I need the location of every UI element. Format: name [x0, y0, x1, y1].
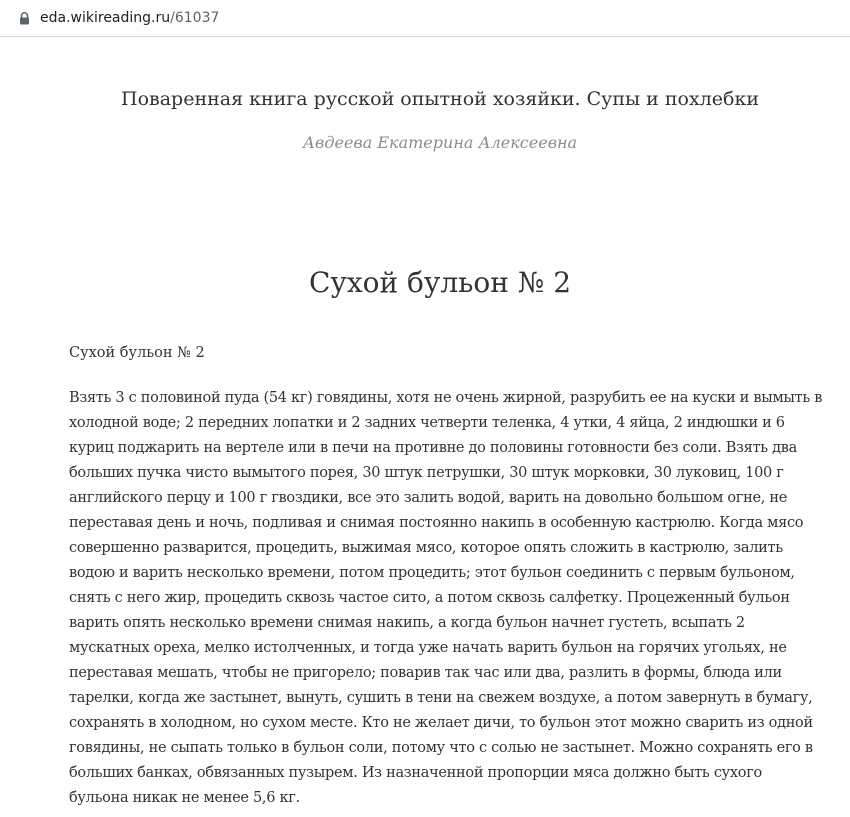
- book-author: Авдеева Екатерина Алексеевна: [302, 133, 578, 152]
- article-content: [69, 341, 824, 811]
- address-bar[interactable]: [0, 0, 850, 37]
- url-text[interactable]: [40, 9, 219, 27]
- chapter-subheading: Сухой бульон № 2: [69, 345, 205, 361]
- recipe-text: Взять 3 с половиной пуда (54 кг) говядины, хотя не очень жирной, разрубить ее на куски и вымыть в холодной воде; 2 передних лопатки и 2 задних четверти теленка, 4 утки, 4 яйца, 2 индюшки и 6 куриц поджарить на вертеле или в печи на противне до половины готовности без соли. Взять два больших пучка чисто вымытого порея, 30 штук петрушки, 30 штук морковки, 30 луковиц, 100 г английского перцу и 100 г гвоздики, все это залить водой, варить на довольно большом огне, не переставая день и ночь, подливая и снимая постоянно накипь в особенную кастрюлю. Когда мясо совершенно разварится, процедить, выжимая мясо, которое опять сложить в кастрюлю, залить водою и варить несколько времени, потом процедить; этот бульон соединить с первым бульоном, снять с него жир, процедить сквозь частое сито, а потом сквозь салфетку. Процеженный бульон варить опять несколько времени снимая накипь, а когда бульон начнет густеть, всыпать 2 мускатных ореха, мелко истолченных, и тогда уже начать варить бульон на горячих угольях, не переставая мешать, чтобы не пригорело; поварив так час или два, разлить в формы, блюда или тарелки, когда же застынет, вынуть, сушить в тени на свежем воздухе, а потом завернуть в бумагу, сохранять в холодном, но сухом месте. Кто не желает дичи, то бульон этот можно сварить из одной говядины, не сыпать только в бульон соли, потому что с солью не застынет. Можно сохранять его в больших банках, обвязанных пузырем. Из назначенной пропорции мяса должно быть сухого бульона никак не менее 5,6 кг.: [69, 390, 823, 806]
- chapter-title: Сухой бульон № 2: [308, 266, 572, 299]
- url-path: /61037: [170, 10, 220, 26]
- lock-icon[interactable]: [19, 12, 30, 25]
- url-domain: eda.wikireading.ru: [40, 10, 171, 26]
- book-title: Поваренная книга русской опытной хозяйки. Супы и похлебки: [121, 88, 759, 110]
